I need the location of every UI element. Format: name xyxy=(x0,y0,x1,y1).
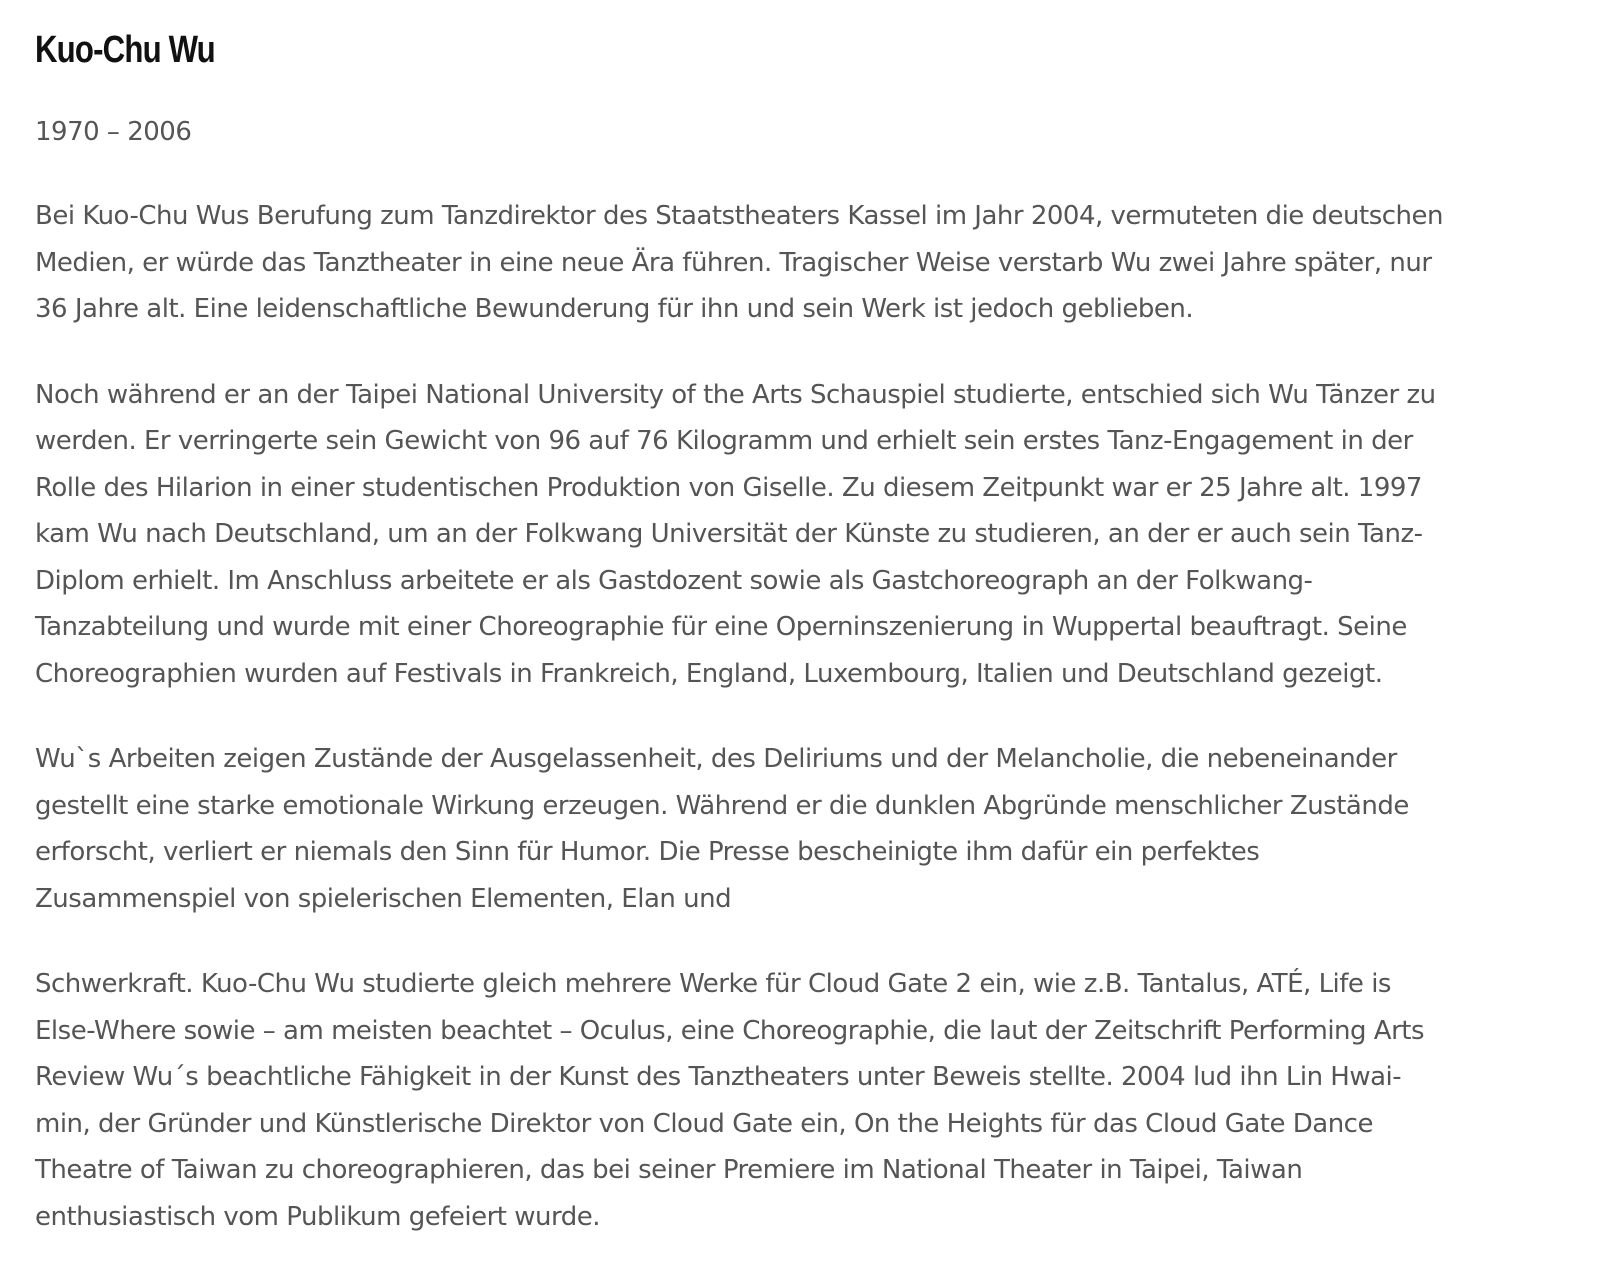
text-line: Theatre of Taiwan zu choreographieren, das bei seiner Premiere im National Theater in Taipei, Taiwan xyxy=(35,1155,1303,1185)
paragraph-style xyxy=(35,736,1585,922)
text-line: Noch während er an der Taipei National University of the Arts Schauspiel studierte, entschied sich Wu Tänzer zu xyxy=(35,379,1436,410)
text-line: Rolle des Hilarion in einer studentischen Produktion von Giselle. Zu diesem Zeitpunkt war er 25 Jahre alt. 1997 xyxy=(35,472,1422,503)
text-line: Zusammenspiel von spielerischen Elementen, Elan und xyxy=(35,883,732,914)
paragraph-career xyxy=(35,372,1585,698)
biography-article xyxy=(35,26,1585,1240)
text-line: Wu`s Arbeiten zeigen Zustände der Ausgelassenheit, des Deliriums und der Melancholie, die nebeneinander xyxy=(35,744,1397,774)
text-line: min, der Gründer und Künstlerische Direktor von Cloud Gate ein, On the Heights für das Cloud Gate Dance xyxy=(35,1108,1373,1139)
paragraph-works xyxy=(35,961,1585,1240)
text-line: Tanzabteilung und wurde mit einer Choreographie für eine Operninszenierung in Wuppertal beauftragt. Seine xyxy=(35,612,1407,642)
life-dates: 1970 – 2006 xyxy=(35,117,192,147)
text-line: Review Wu´s beachtliche Fähigkeit in der Kunst des Tanztheaters unter Beweis stellte. 2004 lud ihn Lin Hwai- xyxy=(35,1062,1402,1092)
text-line: gestellt eine starke emotionale Wirkung erzeugen. Während er die dunklen Abgründe menschlicher Zustände xyxy=(35,790,1409,821)
text-line: Bei Kuo-Chu Wus Berufung zum Tanzdirektor des Staatstheaters Kassel im Jahr 2004, vermuteten die deutschen xyxy=(35,201,1444,231)
text-line: Medien, er würde das Tanztheater in eine neue Ära führen. Tragischer Weise verstarb Wu zwei Jahre später, nur xyxy=(35,247,1432,278)
text-line: Else-Where sowie – am meisten beachtet – Oculus, eine Choreographie, die laut der Zeitschrift Performing Arts xyxy=(35,1015,1425,1046)
page-title: Kuo-Chu Wu xyxy=(35,29,215,71)
text-line: 36 Jahre alt. Eine leidenschaftliche Bewunderung für ihn und sein Werk ist jedoch geblieben. xyxy=(35,294,1194,324)
text-line: Schwerkraft. Kuo-Chu Wu studierte gleich mehrere Werke für Cloud Gate 2 ein, wie z.B. Tantalus, ATÉ, Life is xyxy=(35,969,1391,999)
text-line: Choreographien wurden auf Festivals in Frankreich, England, Luxembourg, Italien und Deutschland gezeigt. xyxy=(35,658,1383,689)
paragraph-intro xyxy=(35,193,1585,333)
text-line: erforscht, verliert er niemals den Sinn für Humor. Die Presse bescheinigte ihm dafür ein perfektes xyxy=(35,837,1260,867)
text-line: werden. Er verringerte sein Gewicht von 96 auf 76 Kilogramm und erhielt sein erstes Tanz-Engagement in der xyxy=(35,426,1413,456)
text-line: kam Wu nach Deutschland, um an der Folkwang Universität der Künste zu studieren, an der er auch sein Tanz- xyxy=(35,519,1423,549)
text-line: enthusiastisch vom Publikum gefeiert wurde. xyxy=(35,1201,600,1232)
text-line: Diplom erhielt. Im Anschluss arbeitete er als Gastdozent sowie als Gastchoreograph an der Folkwang- xyxy=(35,565,1313,596)
